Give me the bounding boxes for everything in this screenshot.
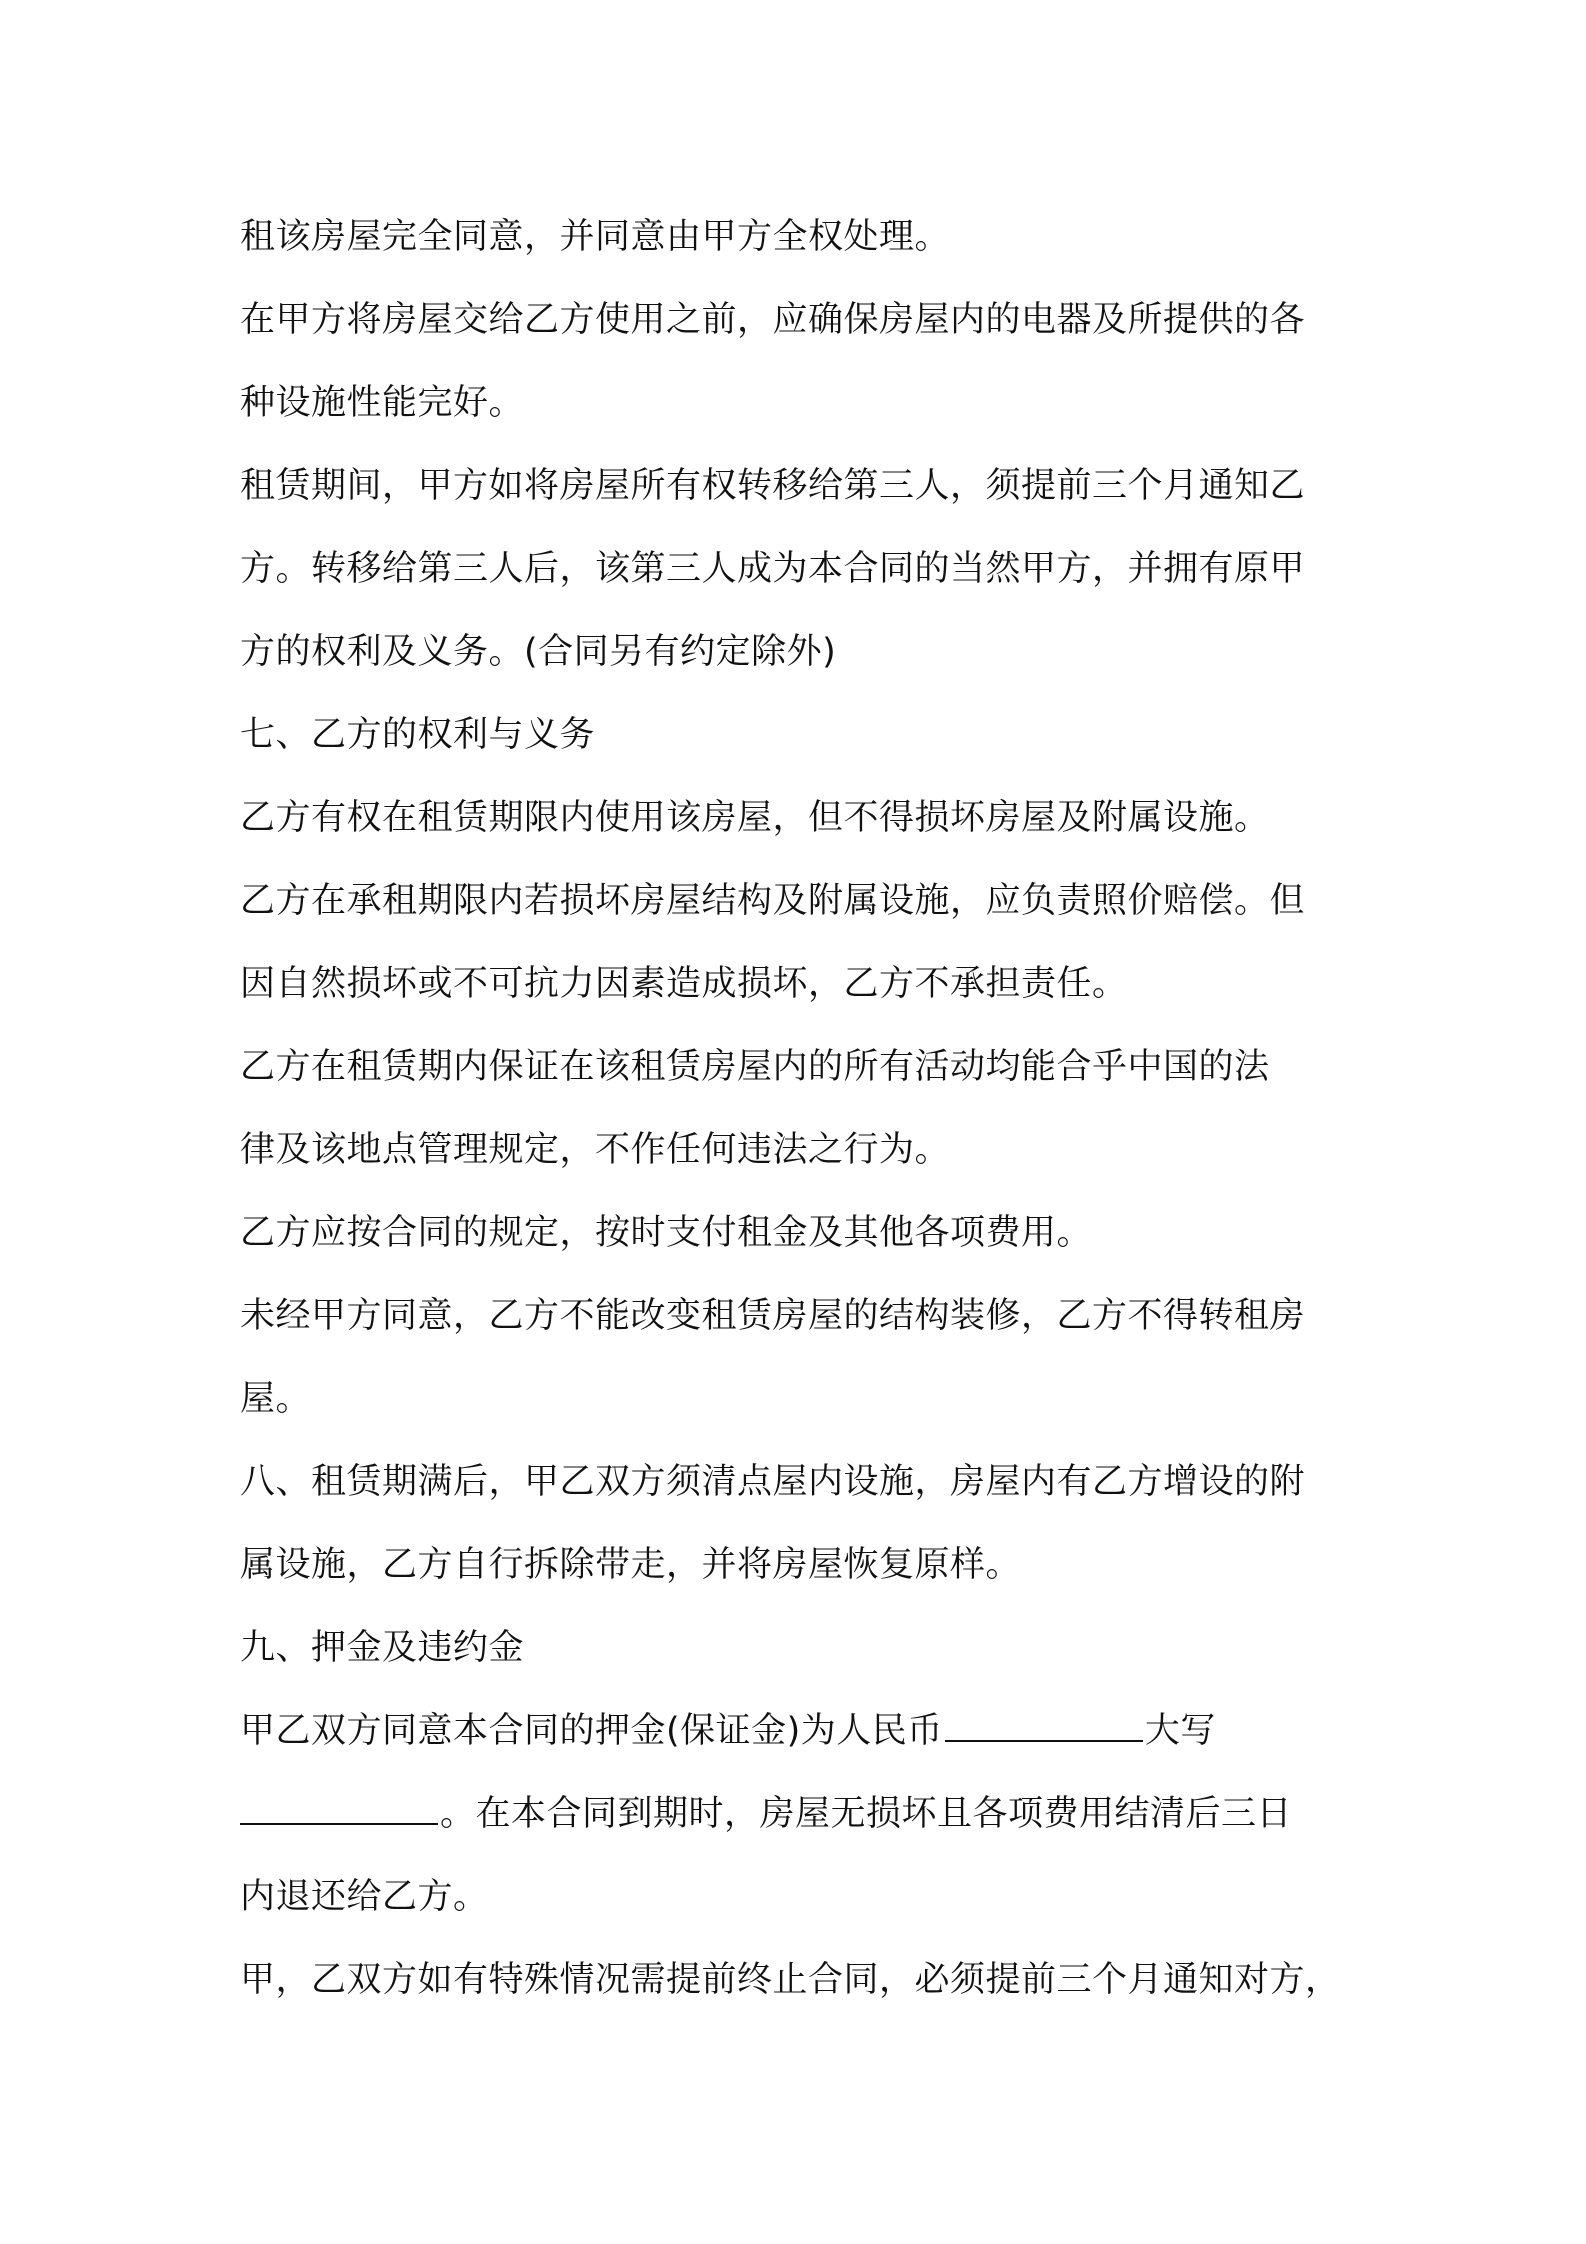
section-heading: 八、租赁期满后，甲乙双方须清点屋内设施，房屋内有乙方增设的附: [240, 1462, 1306, 1502]
text-line: 乙方有权在租赁期限内使用该房屋，但不得损坏房屋及附属设施。: [240, 798, 1270, 838]
text-line: 租赁期间，甲方如将房屋所有权转移给第三人，须提前三个月通知乙: [240, 466, 1306, 506]
text-line: 在甲方将房屋交给乙方使用之前，应确保房屋内的电器及所提供的各: [240, 300, 1306, 340]
section-heading: 七、乙方的权利与义务: [240, 715, 596, 755]
deposit-line: [240, 1690, 1360, 1773]
deposit-capital-label: 大写: [1144, 1711, 1216, 1751]
text-line: 方。转移给第三人后，该第三人成为本合同的当然甲方，并拥有原甲: [240, 549, 1306, 589]
contract-text: [240, 196, 1360, 2022]
text-line: 属设施，乙方自行拆除带走，并将房屋恢复原样。: [240, 1545, 1022, 1585]
text-line: 屋。: [240, 1379, 312, 1419]
section-heading: 九、押金及违约金: [240, 1628, 525, 1668]
text-line: 乙方应按合同的规定，按时支付租金及其他各项费用。: [240, 1213, 1093, 1253]
text-line: 种设施性能完好。: [240, 383, 525, 423]
text-line: 律及该地点管理规定，不作任何违法之行为。: [240, 1130, 951, 1170]
text-line: 乙方在租赁期内保证在该租赁房屋内的所有活动均能合乎中国的法: [240, 1047, 1270, 1087]
deposit-text: 甲乙双方同意本合同的押金(保证金)为人民币: [240, 1711, 943, 1751]
text-line: 方的权利及义务。(合同另有约定除外): [240, 632, 837, 672]
deposit-text: 。在本合同到期时，房屋无损坏且各项费用结清后三日: [440, 1794, 1293, 1834]
text-line: 甲，乙双方如有特殊情况需提前终止合同，必须提前三个月通知对方，: [240, 1960, 1341, 2000]
deposit-amount-blank: [945, 1704, 1143, 1742]
text-line: 乙方在承租期限内若损坏房屋结构及附属设施，应负责照价赔偿。但: [240, 881, 1306, 921]
text-line: 因自然损坏或不可抗力因素造成损坏，乙方不承担责任。: [240, 964, 1128, 1004]
deposit-line: [240, 1773, 1360, 1856]
text-line: 内退还给乙方。: [240, 1877, 489, 1917]
text-line: 未经甲方同意，乙方不能改变租赁房屋的结构装修，乙方不得转租房: [240, 1296, 1306, 1336]
text-line: 租该房屋完全同意，并同意由甲方全权处理。: [240, 217, 951, 257]
deposit-capital-blank: [240, 1787, 438, 1825]
